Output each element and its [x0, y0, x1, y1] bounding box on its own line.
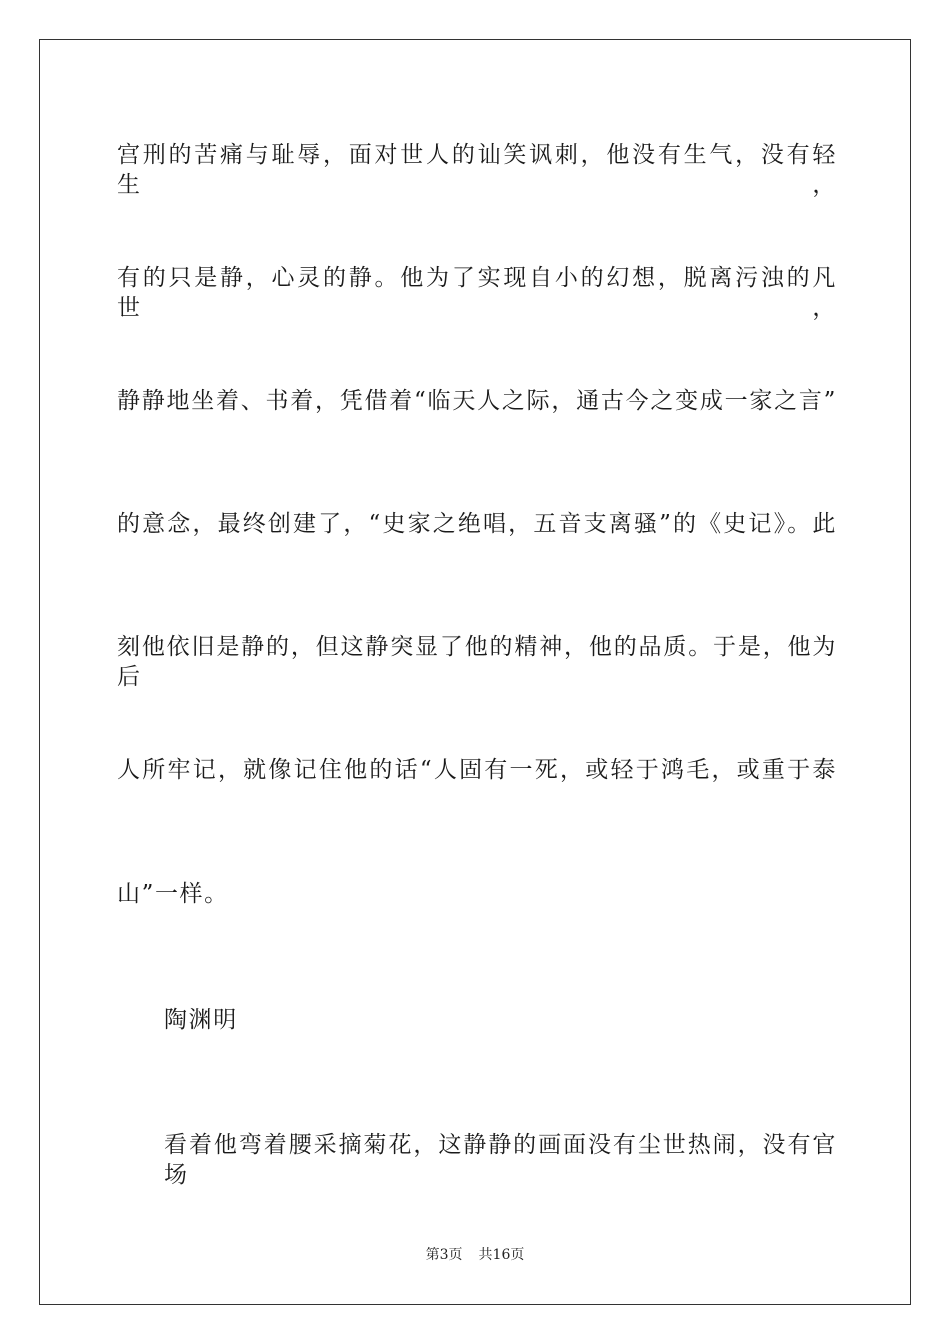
text-line-2: 有的只是静，心灵的静。他为了实现自小的幻想，脱离污浊的凡世， — [117, 265, 837, 321]
text-line-5: 刻他依旧是静的，但这静突显了他的精神，他的品质。于是，他为后 — [117, 634, 837, 690]
text-line-1: 宫刑的苦痛与耻辱，面对世人的讪笑讽刺，他没有生气，没有轻生， — [117, 142, 837, 198]
text-line-7: 山”一样。 — [117, 881, 229, 907]
paragraph-start-line: 看着他弯着腰采摘菊花，这静静的画面没有尘世热闹，没有官场 — [164, 1132, 837, 1188]
text-line-3: 静静地坐着、书着，凭借着“临天人之际，通古今之变成一家之言” — [117, 388, 837, 414]
text-line-4: 的意念，最终创建了，“史家之绝唱，五音支离骚”的《史记》。此 — [117, 511, 837, 537]
page-footer — [0, 1246, 950, 1264]
total-pages: 共16页 — [478, 1247, 525, 1263]
section-heading: 陶渊明 — [164, 1007, 238, 1033]
text-line-6: 人所牢记，就像记住他的话“人固有一死，或轻于鸿毛，或重于泰 — [117, 757, 837, 783]
page-number: 第3页 — [425, 1247, 463, 1263]
